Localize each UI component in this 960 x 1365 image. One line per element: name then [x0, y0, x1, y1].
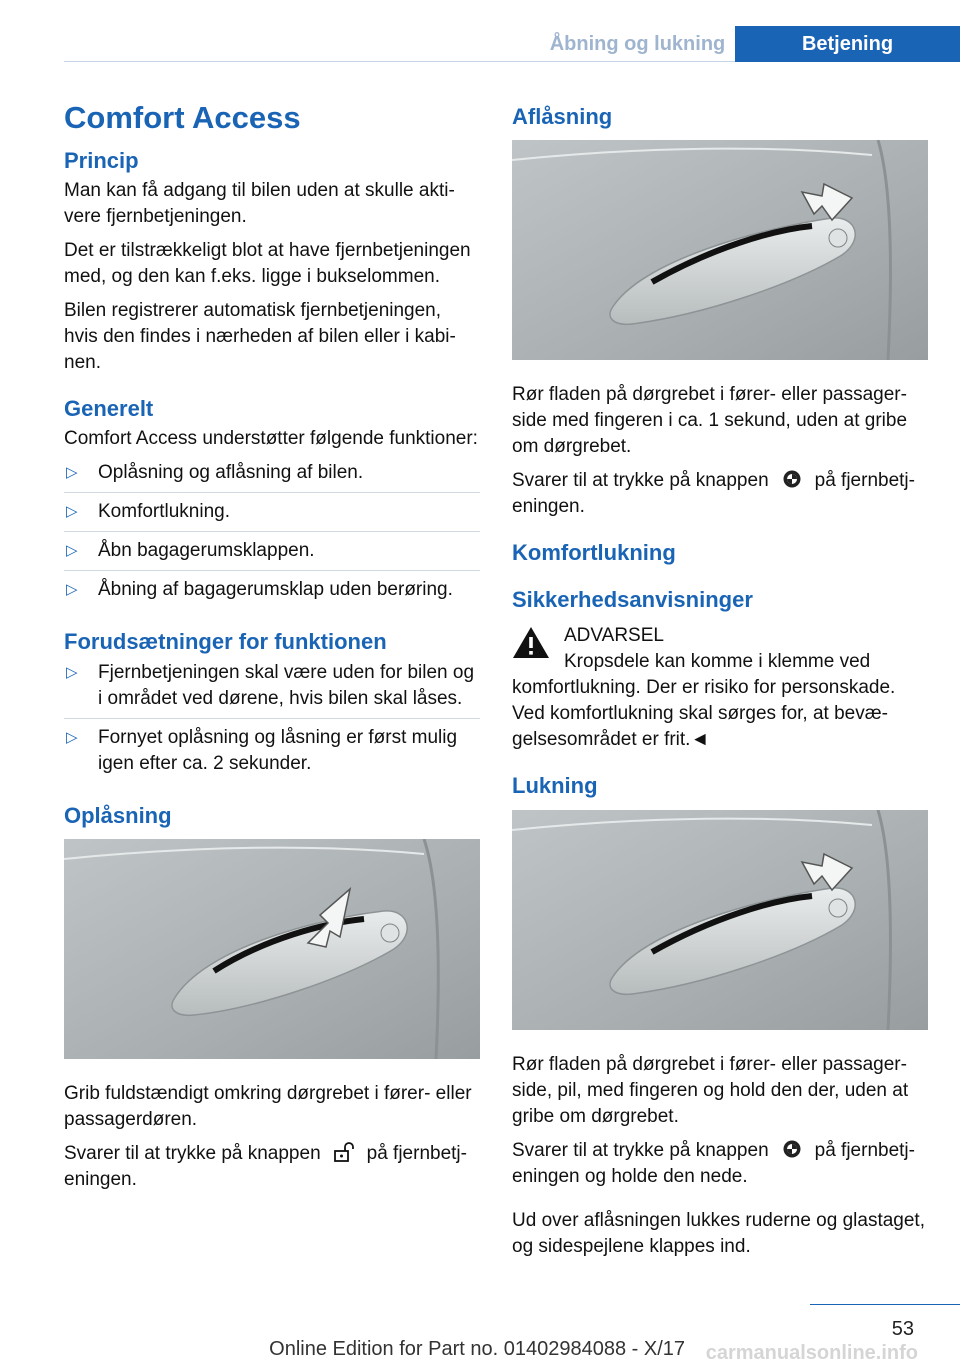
heading-oplaasning: Oplåsning [64, 802, 172, 828]
heading-aflaasning: Aflåsning [512, 104, 613, 129]
right-column [512, 94, 928, 1268]
heading-komfortlukning: Komfortlukning [512, 540, 676, 566]
bullet-triangle-icon: ▷ [66, 663, 78, 681]
warning-text: komfortlukning. Der er risiko for personskade. Ved komfortlukning skal sørges for, at bevægelsesområdet er frit.◄ [512, 677, 896, 751]
heading-lukning: Lukning [512, 773, 598, 799]
left-column [64, 94, 480, 1201]
edition-text: Online Edition for Part no. 01402984088 - X/17 [269, 1338, 685, 1360]
list-item: ▷ Komfortlukning. [64, 499, 480, 532]
heading-sikkerhedsanvisninger: Sikkerhedsanvisninger [512, 586, 753, 612]
oplaasning-p1: Grib fuldstændigt omkring dørgrebet i fører- eller passagerdøren. [64, 1083, 472, 1131]
warning-title: ADVARSEL [564, 625, 664, 647]
lukning-p2: Svarer til at trykke på knappen på fjernbetjeningen og holde den nede. [512, 1139, 915, 1187]
warning-block [512, 623, 928, 753]
door-handle-photo-unlock [64, 839, 480, 1059]
warning-first-line: Kropsdele kan komme i klemme ved [564, 651, 871, 673]
list-item: ▷ Fornyet oplåsning og låsning er først mulig igen efter ca. 2 sekunder. [66, 726, 458, 774]
princip-p1: Man kan få adgang til bilen uden at skulle aktivere fjernbetjeningen. [64, 180, 455, 228]
lukning-p3: Ud over aflåsningen lukkes ruderne og glastaget, og sidespejlene klappes ind. [512, 1209, 925, 1257]
header-section: Åbning og lukning [549, 32, 726, 55]
bullet-triangle-icon: ▷ [66, 464, 78, 482]
heading-generelt: Generelt [64, 396, 154, 422]
heading-princip: Princip [64, 147, 139, 173]
generelt-intro: Comfort Access understøtter følgende funktioner: [64, 428, 478, 450]
unlock-icon [331, 1142, 357, 1162]
aflaasning-p2: Svarer til at trykke på knappen på fjernbetjeningen. [512, 470, 915, 518]
door-handle-photo-lock [512, 140, 928, 360]
bullet-triangle-icon: ▷ [66, 728, 78, 746]
header-tab: Betjening [735, 26, 960, 62]
generelt-list [64, 460, 480, 609]
list-item: ▷ Fjernbetjeningen skal være uden for bilen og i området ved dørene, hvis bilen skal låses. [64, 660, 480, 719]
bullet-triangle-icon: ▷ [66, 542, 78, 560]
warning-icon [512, 625, 550, 659]
princip-p3: Bilen registrerer automatisk fjernbetjeningen, hvis den findes i nærheden af bilen eller i kabinen. [64, 300, 456, 374]
lock-icon [779, 469, 805, 489]
list-item: ▷ Åbn bagagerumsklappen. [64, 538, 480, 571]
lukning-p1: Rør fladen på dørgrebet i fører- eller passagerside, pil, med fingeren og hold den der, uden at gribe om dørgrebet. [512, 1053, 909, 1127]
page-title: Comfort Access [64, 100, 301, 135]
heading-forudsaetninger: Forudsætninger for funktionen [64, 629, 387, 655]
lock-icon [779, 1139, 805, 1159]
site-watermark: carmanualsonline.info [705, 1342, 918, 1364]
forudsaetninger-list [64, 660, 480, 783]
list-item: ▷ Oplåsning og aflåsning af bilen. [64, 460, 480, 493]
list-item: ▷ Åbning af bagagerumsklap uden berøring. [64, 577, 480, 609]
bullet-triangle-icon: ▷ [66, 581, 78, 599]
page-number: 53 [891, 1318, 914, 1340]
door-handle-photo-close [512, 810, 928, 1030]
oplaasning-p2: Svarer til at trykke på knappen på fjernbetjeningen. [64, 1143, 467, 1191]
aflaasning-p1: Rør fladen på dørgrebet i fører- eller passagerside med fingeren i ca. 1 sekund, uden at gribe om dørgrebet. [512, 384, 908, 458]
bullet-triangle-icon: ▷ [66, 503, 78, 521]
footer-rule [810, 1304, 960, 1305]
princip-p2: Det er tilstrækkeligt blot at have fjernbetjeningen med, og den kan f.eks. ligge i bukselommen. [64, 240, 471, 288]
